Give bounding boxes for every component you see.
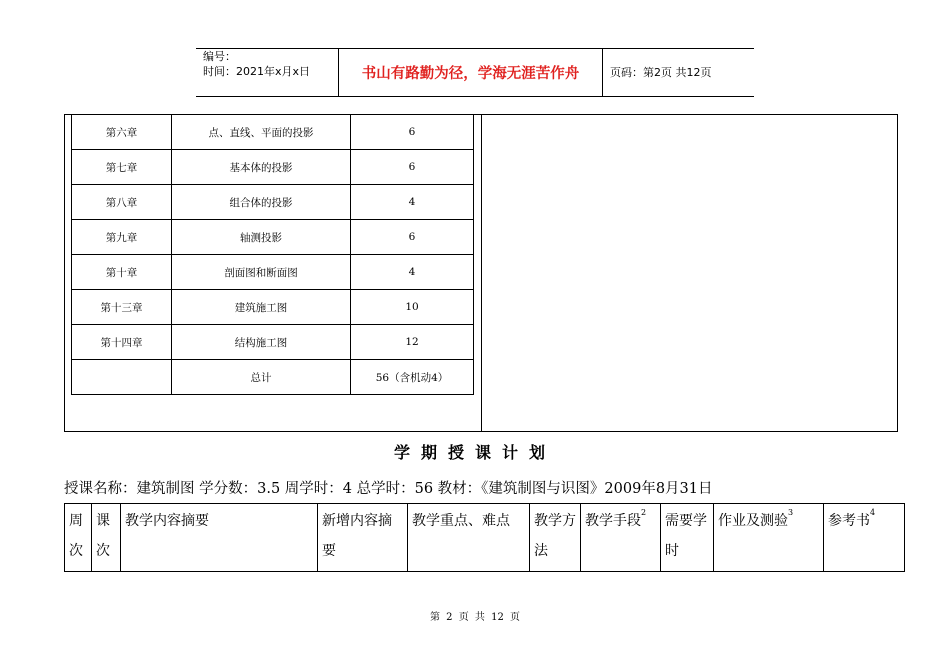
chapter-row	[72, 290, 474, 325]
chapter-row	[72, 360, 474, 395]
document-date-label: 时间：2021年x月x日	[203, 65, 311, 78]
plan-header-cell	[530, 504, 581, 572]
course-info-line: 授课名称：建筑制图 学分数：3.5 周学时：4 总学时：56 教材：《建筑制图与识图》2009年8月31日	[64, 481, 713, 497]
plan-header-cell	[714, 504, 824, 572]
chapter-topic-cell: 轴测投影	[172, 220, 351, 255]
footnote-marker: 3	[788, 508, 794, 517]
header-divider-right	[602, 48, 603, 96]
chapter-topic-cell: 基本体的投影	[172, 150, 351, 185]
chapter-name-cell: 第十章	[72, 255, 172, 290]
chapter-row	[72, 325, 474, 360]
chapter-row	[72, 255, 474, 290]
plan-header-label: 参考书	[828, 513, 870, 529]
chapter-name-cell: 第九章	[72, 220, 172, 255]
page-footer: 第 2 页 共 12 页	[430, 612, 520, 623]
chapter-topic-cell: 点、直线、平面的投影	[172, 115, 351, 150]
plan-header-cell	[661, 504, 714, 572]
chapter-hours-cell: 12	[351, 325, 474, 360]
teaching-plan-table	[64, 503, 905, 572]
footnote-marker: 4	[870, 508, 876, 517]
chapter-name-cell: 第七章	[72, 150, 172, 185]
chapter-name-cell: 第八章	[72, 185, 172, 220]
plan-header-cell	[581, 504, 661, 572]
plan-header-cell	[408, 504, 530, 572]
chapter-row	[72, 150, 474, 185]
chapter-name-cell: 第十三章	[72, 290, 172, 325]
chapter-hours-cell: 4	[351, 255, 474, 290]
chapter-name-cell: 第六章	[72, 115, 172, 150]
chapter-hours-cell: 4	[351, 185, 474, 220]
chapter-topic-cell: 结构施工图	[172, 325, 351, 360]
document-number-label: 编号：	[203, 50, 236, 63]
plan-header-label: 教学内容摘要	[125, 513, 209, 529]
chapter-topic-cell: 剖面图和断面图	[172, 255, 351, 290]
chapter-hours-cell: 6	[351, 150, 474, 185]
chapter-topic-cell: 总计	[172, 360, 351, 395]
plan-header-cell	[92, 504, 121, 572]
chapter-name-cell: 第十四章	[72, 325, 172, 360]
plan-header-label: 教学方法	[534, 513, 576, 559]
plan-header-label: 需要学时	[665, 513, 707, 559]
header-bottom-rule	[196, 96, 754, 97]
plan-header-cell	[318, 504, 408, 572]
chapter-row	[72, 115, 474, 150]
plan-header-label: 教学重点、难点	[412, 513, 510, 529]
chapter-row	[72, 185, 474, 220]
plan-header-label: 作业及测验	[718, 513, 788, 529]
chapter-hours-cell: 56（含机动4）	[351, 360, 474, 395]
header-motto: 书山有路勤为径，学海无涯苦作舟	[361, 65, 580, 82]
chapter-name-cell	[72, 360, 172, 395]
chapter-hours-cell: 6	[351, 220, 474, 255]
plan-header-label: 新增内容摘要	[322, 513, 392, 559]
plan-header-cell	[121, 504, 318, 572]
plan-header-row	[65, 504, 905, 572]
chapter-frame-divider	[481, 114, 482, 432]
chapter-topic-cell: 组合体的投影	[172, 185, 351, 220]
footnote-marker: 2	[641, 508, 647, 517]
chapter-hours-table	[71, 114, 474, 395]
chapter-hours-cell: 10	[351, 290, 474, 325]
header-page-counter: 页码：第2页 共12页	[610, 66, 712, 79]
plan-header-cell	[65, 504, 92, 572]
plan-header-label: 周次	[69, 513, 83, 559]
chapter-hours-cell: 6	[351, 115, 474, 150]
plan-title: 学期授课计划	[393, 443, 556, 462]
chapter-row	[72, 220, 474, 255]
plan-header-label: 教学手段	[585, 513, 641, 529]
plan-header-cell	[824, 504, 905, 572]
header-meta	[203, 49, 310, 79]
chapter-topic-cell: 建筑施工图	[172, 290, 351, 325]
plan-header-label: 课次	[96, 513, 110, 559]
